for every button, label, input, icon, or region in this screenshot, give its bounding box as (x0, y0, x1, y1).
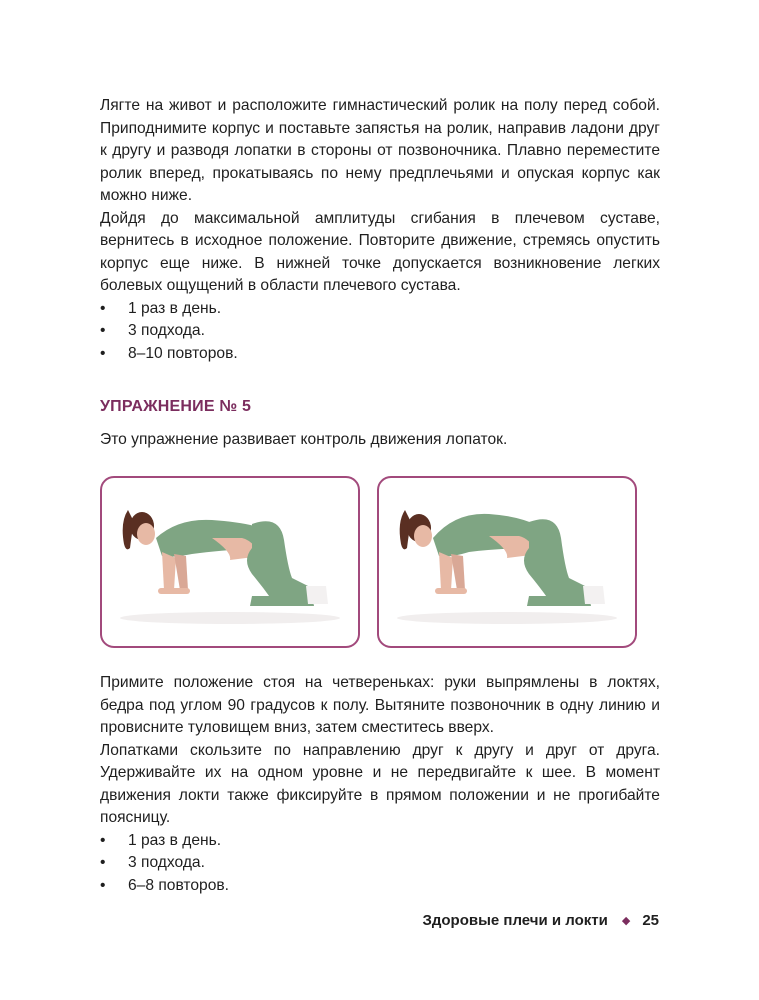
bullet-icon: • (100, 854, 106, 871)
paragraph-text: Лопатками скользите по направлению друг к другу и друг от друга. Удерживайте их на одном уровне и не передвигайте к шее. В момент движения локти также фиксируйте в прямом положении и не прогибайте поясницу. (100, 741, 660, 826)
list-item-text: 1 раз в день. (128, 831, 222, 849)
bottom-text-block (100, 672, 660, 897)
list-item (100, 852, 660, 875)
woman-on-all-fours-illustration (379, 478, 635, 646)
bullet-icon: • (100, 831, 106, 849)
paragraph (100, 740, 660, 830)
paragraph (100, 208, 660, 298)
page-footer (422, 912, 659, 929)
list-item-text: 6–8 повторов. (128, 876, 230, 894)
paragraph-text: Лягте на живот и расположите гимнастический ролик на полу перед собой. Приподнимите корпус и поставьте запястья на ролик, направив ладони друг к другу и разводя лопатки в стороны от позвоночника. Плавно переместите ролик вперед, прокатываясь по нему предплечьями и опуская корпус как можно ниже. (100, 97, 660, 204)
exercise-photo-1 (100, 476, 360, 648)
bullet-icon: • (100, 299, 106, 317)
exercise-intro: Это упражнение развивает контроль движения лопаток. (100, 431, 508, 448)
paragraph-text: Примите положение стоя на четвереньках: руки выпрямлены в локтях, бедра под углом 90 градусов к полу. Вытяните позвоночник в одну линию и провисните туловищем вниз, затем сместитесь вверх. (100, 674, 660, 736)
bullet-list (100, 830, 660, 898)
list-item (100, 320, 660, 343)
exercise-heading: УПРАЖНЕНИЕ № 5 (100, 398, 252, 415)
bullet-list (100, 298, 660, 366)
list-item-text: 3 подхода. (128, 322, 205, 339)
page-number: 25 (642, 912, 659, 929)
list-item (100, 830, 660, 853)
diamond-icon: ◆ (621, 915, 631, 927)
list-item (100, 343, 660, 366)
exercise-photo-2 (377, 476, 637, 648)
bullet-icon: • (100, 322, 106, 339)
list-item-text: 8–10 повторов. (128, 344, 238, 362)
paragraph (100, 672, 660, 740)
list-item (100, 298, 660, 321)
footer-title: Здоровые плечи и локти (422, 912, 608, 929)
list-item-text: 1 раз в день. (128, 299, 222, 317)
bullet-icon: • (100, 344, 106, 362)
list-item-text: 3 подхода. (128, 854, 205, 871)
bullet-icon: • (100, 876, 106, 894)
paragraph-text: Дойдя до максимальной амплитуды сгибания в плечевом суставе, вернитесь в исходное положение. Повторите движение, стремясь опустить корпус еще ниже. В нижней точке допускается возникновение легких болевых ощущений в области плечевого сустава. (100, 209, 660, 294)
top-text-block (100, 95, 660, 365)
paragraph (100, 95, 660, 208)
woman-on-all-fours-illustration (102, 478, 358, 646)
list-item (100, 875, 660, 898)
